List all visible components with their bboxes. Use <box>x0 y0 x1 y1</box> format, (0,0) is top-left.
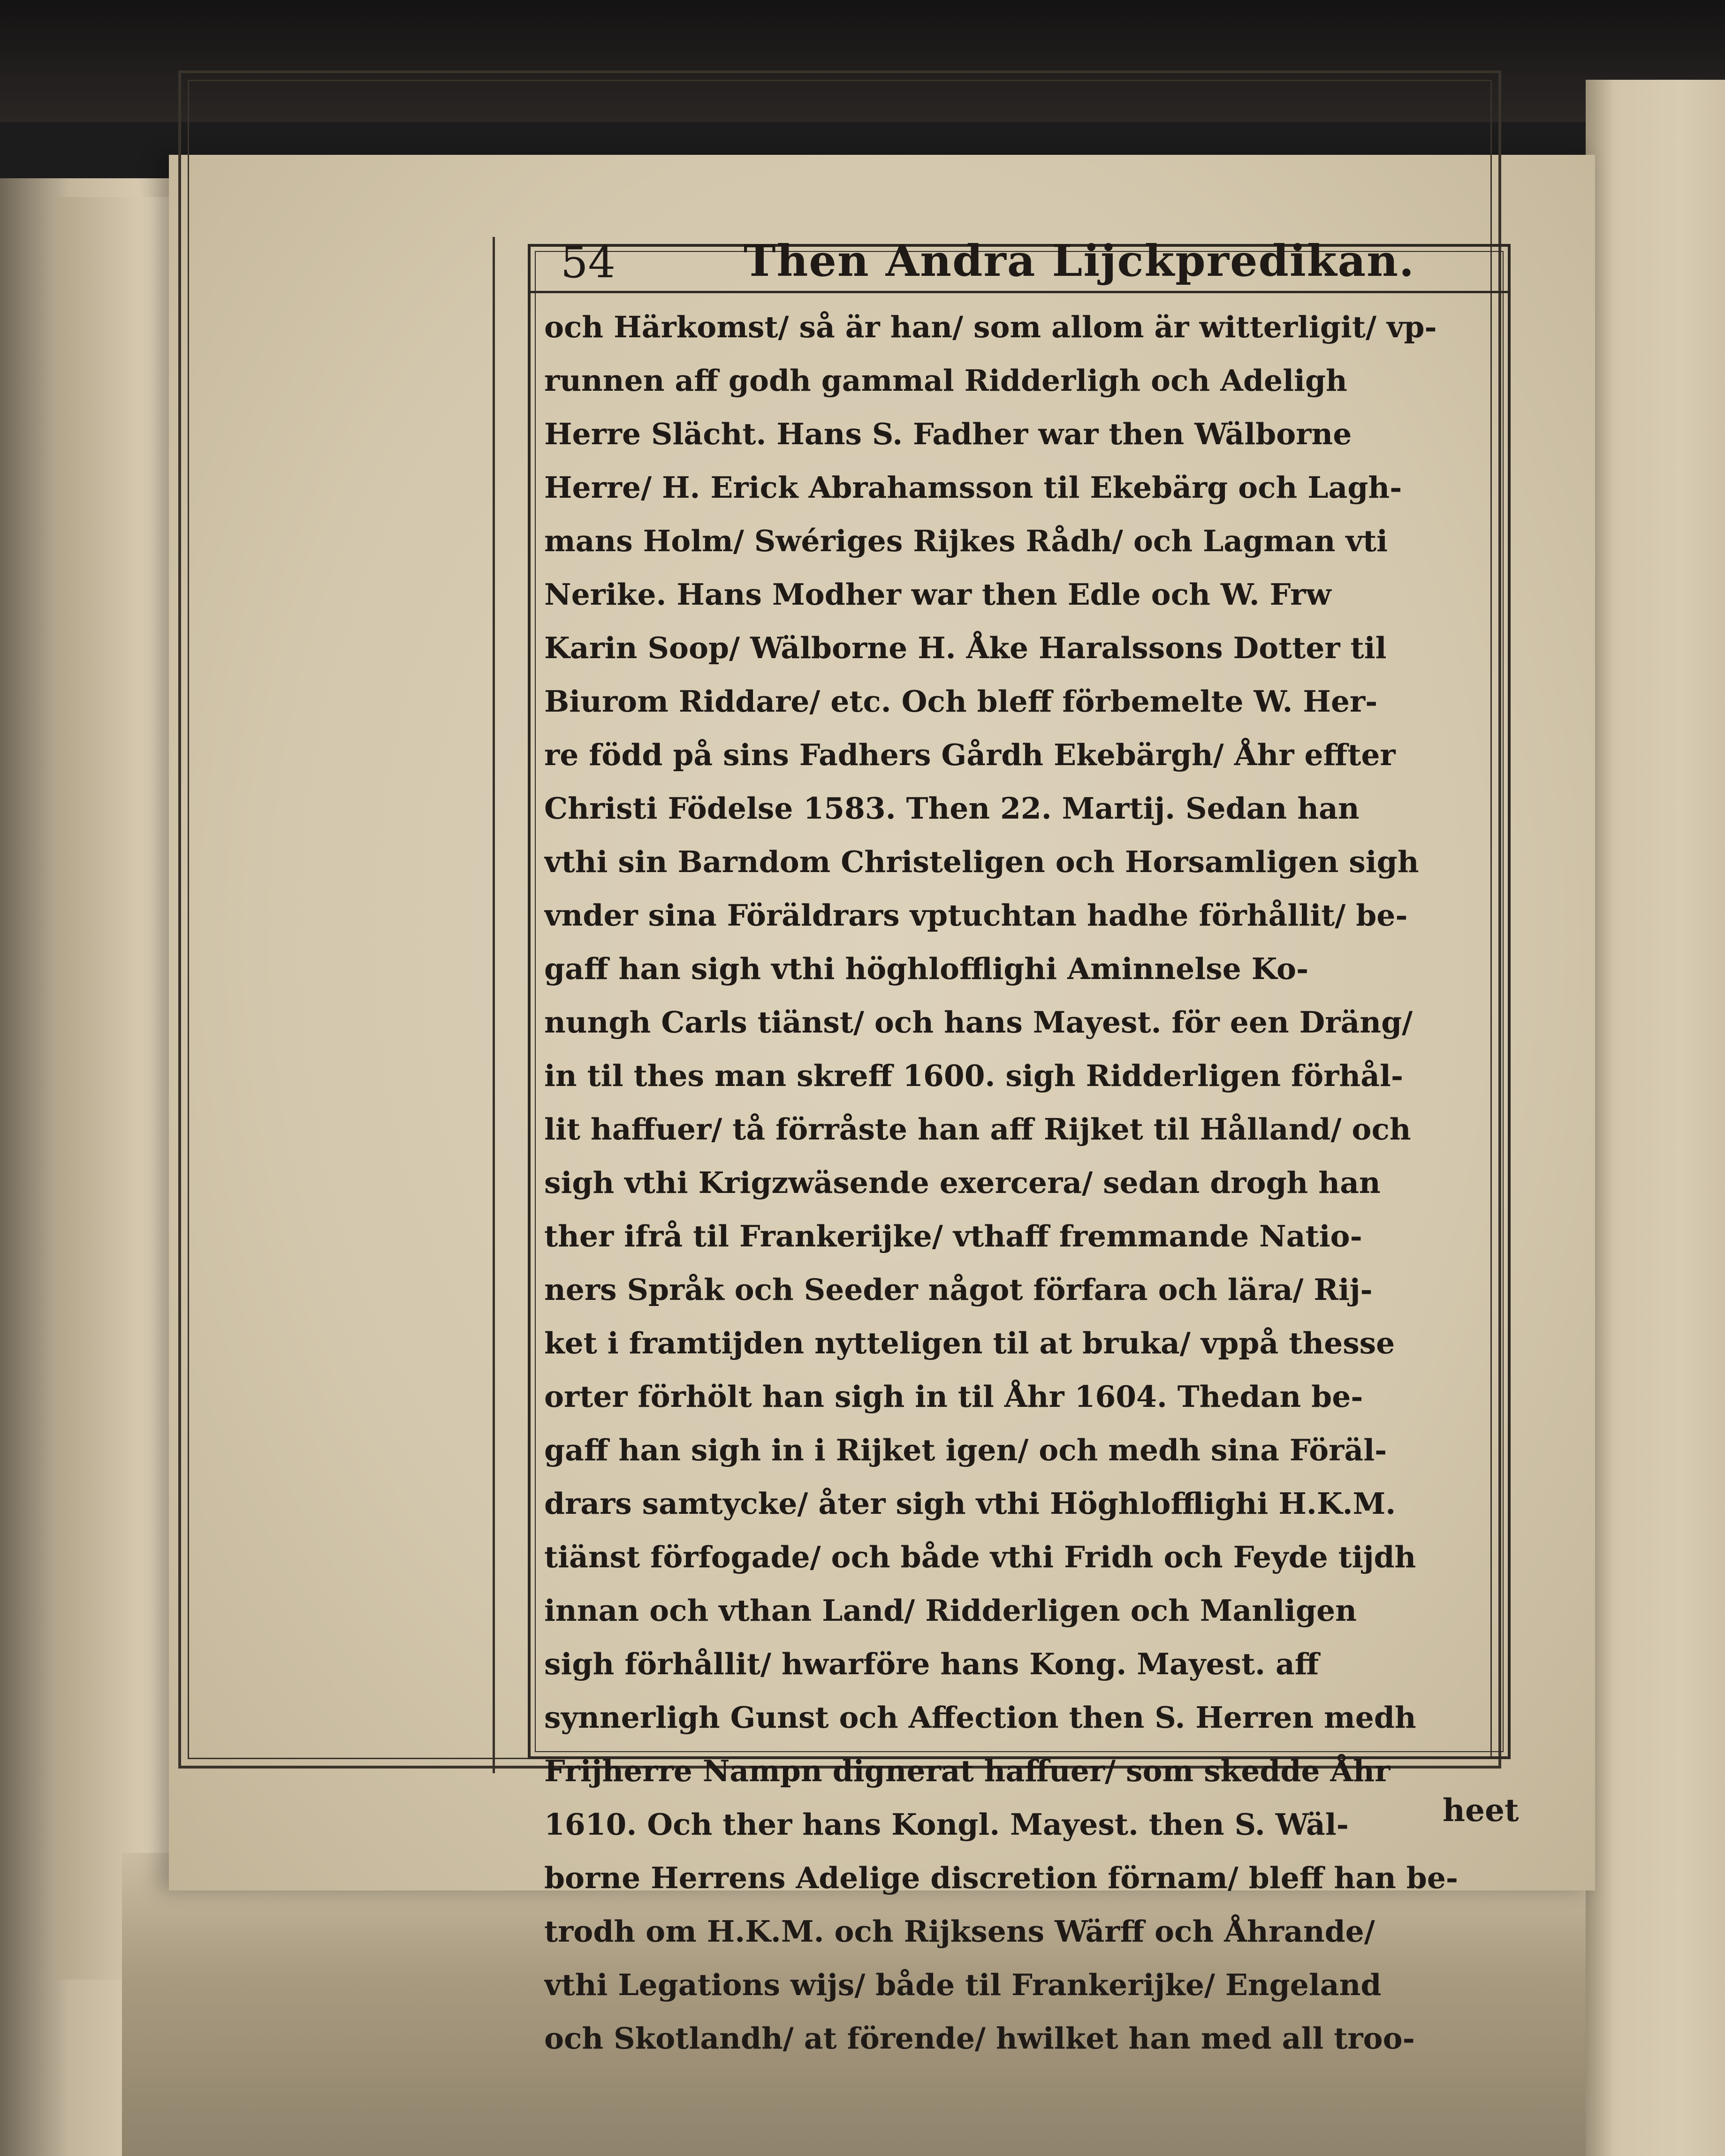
text-line: runnen aff godh gammal Ridderligh och Adeligh <box>544 363 1347 398</box>
text-line: gaff han sigh in i Rijket igen/ och medh sina Föräl- <box>544 1433 1387 1467</box>
text-line: lit haffuer/ tå förråste han aff Rijket til Hålland/ och <box>544 1112 1411 1146</box>
page-header <box>528 235 1511 291</box>
text-line: innan och vthan Land/ Ridderligen och Manligen <box>544 1593 1357 1628</box>
text-line: mans Holm/ Swériges Rijkes Rådh/ och Lagman vti <box>544 524 1388 558</box>
running-title: Then Andra Lijckpredikan. <box>744 235 1415 286</box>
text-line: Nerike. Hans Modher war then Edle och W. Frw <box>544 577 1331 612</box>
body-text <box>544 300 1501 2065</box>
text-line: och Härkomst/ så är han/ som allom är witterligit/ vp- <box>544 310 1437 344</box>
text-line: vthi Legations wijs/ både til Frankerijke/ Engeland <box>544 1967 1382 2002</box>
text-line: Christi Födelse 1583. Then 22. Martij. Sedan han <box>544 791 1360 826</box>
text-line: Frijherre Nampn dignerat haffuer/ som skedde Åhr <box>544 1754 1391 1788</box>
text-line: sigh förhållit/ hwarföre hans Kong. Mayest. aff <box>544 1647 1319 1681</box>
text-line: nungh Carls tiänst/ och hans Mayest. för een Dräng/ <box>544 1005 1413 1040</box>
text-line: trodh om H.K.M. och Rijksens Wärff och Åhrande/ <box>544 1914 1375 1949</box>
text-line: Biurom Riddare/ etc. Och bleff förbemelte W. Her- <box>544 684 1378 719</box>
text-line: orter förhölt han sigh in til Åhr 1604. Thedan be- <box>544 1379 1363 1414</box>
margin-rule <box>493 237 495 1773</box>
text-line: sigh vthi Krigzwäsende exercera/ sedan drogh han <box>544 1165 1381 1200</box>
text-line: in til thes man skreff 1600. sigh Ridderligen förhål- <box>544 1058 1404 1093</box>
header-rule <box>528 291 1511 293</box>
facing-page <box>1586 80 1725 2156</box>
text-line: synnerligh Gunst och Affection then S. Herren medh <box>544 1700 1416 1735</box>
text-line: vthi sin Barndom Christeligen och Horsamligen sigh <box>544 844 1419 879</box>
text-line: borne Herrens Adelige discretion förnam/ bleff han be- <box>544 1860 1459 1895</box>
text-line: 1610. Och ther hans Kongl. Mayest. then S. Wäl- <box>544 1807 1349 1842</box>
text-line: Karin Soop/ Wälborne H. Åke Haralssons Dotter til <box>544 630 1387 665</box>
text-line: Herre/ H. Erick Abrahamsson til Ekebärg och Lagh- <box>544 470 1402 505</box>
text-line: Herre Slächt. Hans S. Fadher war then Wälborne <box>544 417 1352 451</box>
text-line: ners Språk och Seeder något förfara och lära/ Rij- <box>544 1272 1373 1307</box>
text-line: ther ifrå til Frankerijke/ vthaff fremmande Natio- <box>544 1219 1362 1253</box>
text-line: och Skotlandh/ at förende/ hwilket han med all troo- <box>544 2021 1415 2056</box>
text-line: drars samtycke/ åter sigh vthi Höghlofflighi H.K.M. <box>544 1486 1396 1521</box>
text-line: tiänst förfogade/ och både vthi Fridh och Feyde tijdh <box>544 1540 1416 1574</box>
text-line: ket i framtijden nytteligen til at bruka/ vppå thesse <box>544 1326 1395 1360</box>
text-line: gaff han sigh vthi höghlofflighi Aminnelse Ko- <box>544 951 1309 986</box>
page-number: 54 <box>561 237 616 288</box>
catchword: heet <box>1443 1792 1519 1829</box>
text-line: vnder sina Föräldrars vptuchtan hadhe förhållit/ be- <box>544 898 1408 933</box>
text-line: re född på sins Fadhers Gårdh Ekebärgh/ Åhr effter <box>544 737 1396 772</box>
